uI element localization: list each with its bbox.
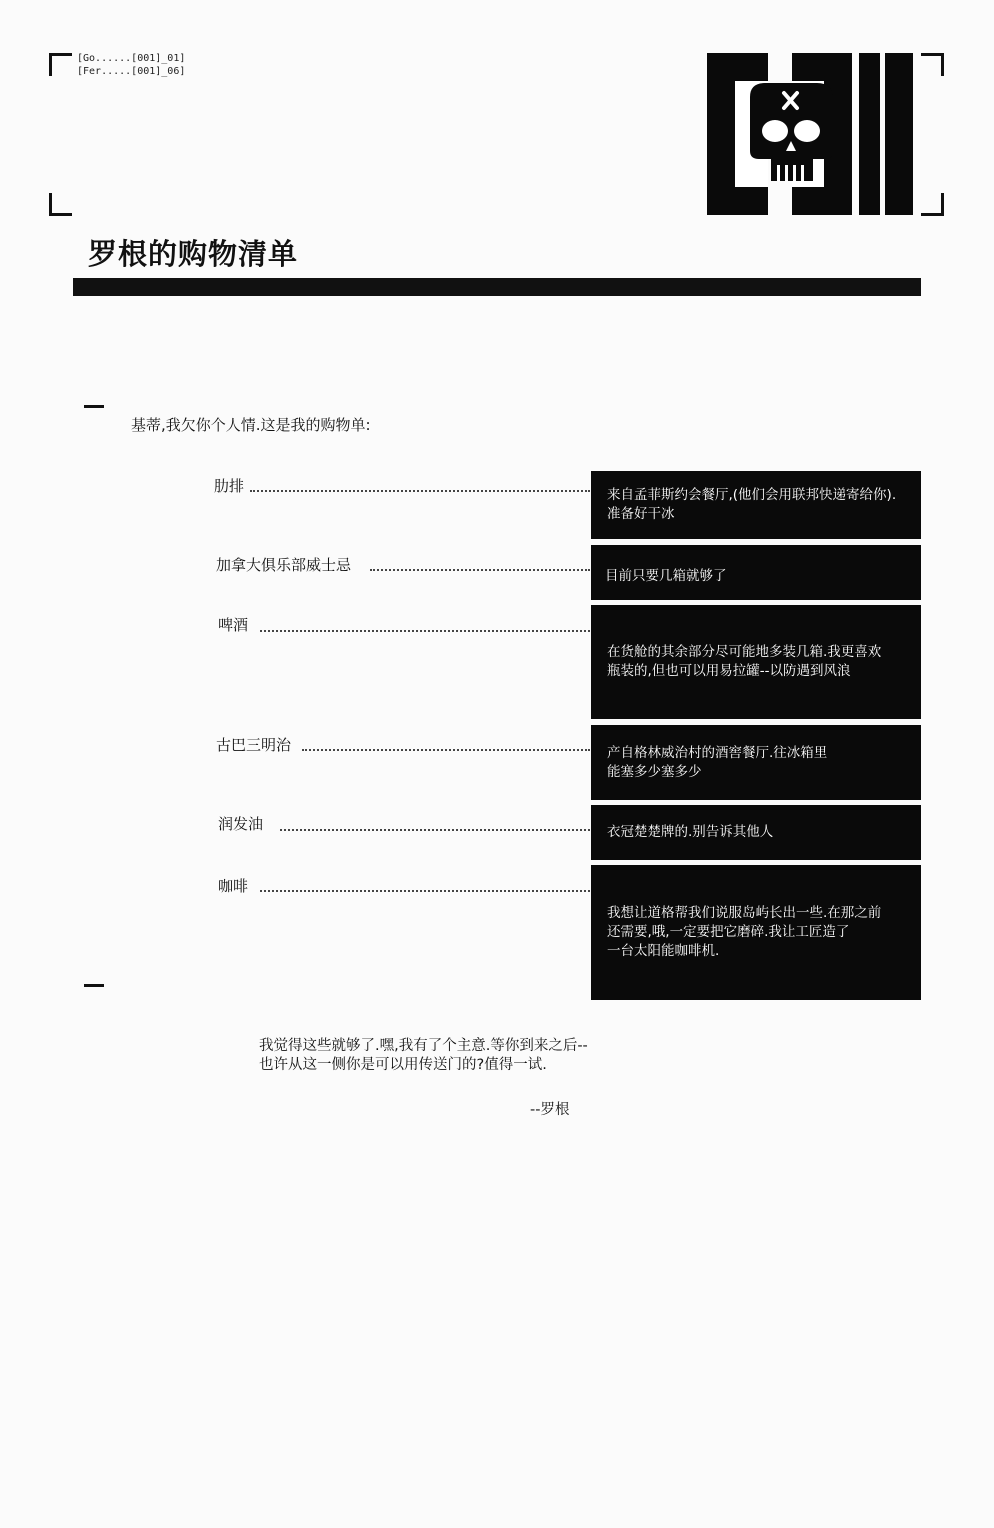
leader-dots — [302, 749, 590, 751]
closing-note — [259, 1037, 588, 1075]
item-label-coffee: 咖啡 — [218, 877, 249, 895]
corner-bracket-top-right — [921, 53, 944, 76]
note-text: 我想让道格帮我们说服岛屿长出一些.在那之前 还需要,哦,一定要把它磨碎.我让工匠造了 一台太阳能咖啡机. — [607, 905, 882, 959]
title-rule — [73, 278, 921, 296]
note-text: 产自格林威治村的酒窖餐厅.往冰箱里 能塞多少塞多少 — [607, 744, 828, 780]
note-box-pomade — [591, 805, 921, 860]
corner-bracket-bottom-left — [49, 193, 72, 216]
leader-dots — [250, 490, 590, 492]
section-marker-bottom — [84, 984, 104, 987]
corner-bracket-bottom-right — [921, 193, 944, 216]
closing-line: 也许从这一侧你是可以用传送门的?值得一试. — [259, 1057, 547, 1073]
leader-dots — [260, 630, 590, 632]
item-label-whisky: 加拿大俱乐部威士忌 — [216, 556, 352, 574]
note-text: 衣冠楚楚牌的.别告诉其他人 — [607, 824, 774, 840]
leader-dots — [280, 829, 590, 831]
item-label-beer: 啤酒 — [218, 616, 249, 634]
corner-bracket-top-left — [49, 53, 72, 76]
note-box-sandwich — [591, 725, 921, 800]
item-label-sandwich: 古巴三明治 — [216, 736, 292, 754]
intro-text: 基蒂,我欠你个人情.这是我的购物单: — [131, 416, 371, 434]
note-text: 在货舱的其余部分尽可能地多装几箱.我更喜欢 瓶装的,但也可以用易拉罐--以防遇到风浪 — [607, 644, 882, 679]
note-text: 来自孟菲斯约会餐厅,(他们会用联邦快递寄给你). 准备好干冰 — [607, 487, 897, 522]
leader-dots — [260, 890, 590, 892]
note-box-whisky — [591, 545, 921, 600]
note-box-coffee — [591, 865, 921, 1000]
page-title: 罗根的购物清单 — [88, 237, 299, 271]
closing-line: 我觉得这些就够了.嘿,我有了个主意.等你到来之后-- — [259, 1038, 588, 1054]
note-box-beer — [591, 605, 921, 719]
note-box-ribs — [591, 471, 921, 539]
item-label-ribs: 肋排 — [214, 477, 245, 495]
note-text: 目前只要几箱就够了 — [605, 568, 727, 584]
leader-dots — [370, 569, 590, 571]
signature: --罗根 — [530, 1102, 570, 1118]
skull-logo-icon — [707, 53, 913, 215]
item-label-pomade: 润发油 — [218, 815, 264, 833]
reference-code: [Go......[001]_01] — [77, 53, 186, 64]
reference-codes — [77, 52, 185, 78]
section-marker-top — [84, 405, 104, 408]
reference-code: [Fer.....[001]_06] — [77, 66, 186, 77]
